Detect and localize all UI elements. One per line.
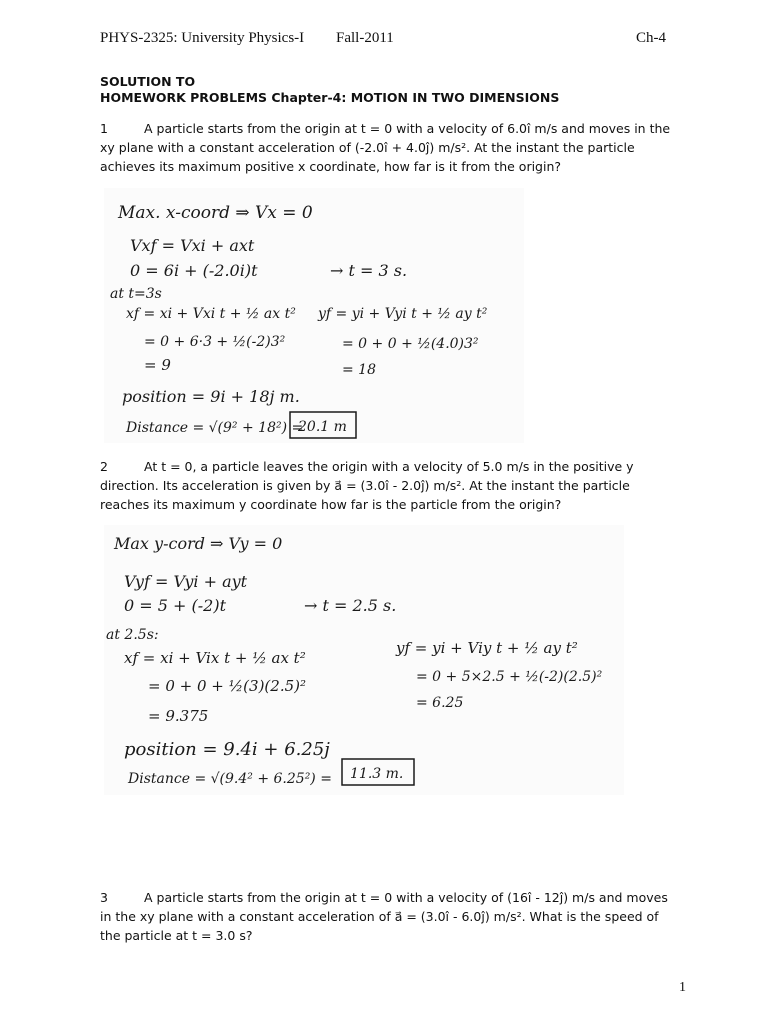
problem-3 xyxy=(100,888,680,945)
sol2-line-4: at 2.5s: xyxy=(106,627,159,643)
sol2-line-8: position = 9.4i + 6.25j xyxy=(124,739,330,760)
sol1-line-5b: yf = yi + Vyi t + ½ ay t² xyxy=(318,306,488,322)
sol1-line-9: Distance = √(9² + 18²) = xyxy=(126,420,304,436)
sol1-line-7b: = 18 xyxy=(342,362,376,378)
sol2-line-2: Vyf = Vyi + ayt xyxy=(124,572,248,591)
problem-2 xyxy=(100,457,680,514)
page-header xyxy=(100,30,666,50)
sol2-line-3b: → t = 2.5 s. xyxy=(304,596,397,615)
sol1-line-3b: → t = 3 s. xyxy=(330,261,408,280)
title-line-1: SOLUTION TO xyxy=(100,74,196,89)
sol2-line-1: Max y-cord ⇒ Vy = 0 xyxy=(114,534,283,553)
sol2-answer: 11.3 m. xyxy=(350,766,404,782)
sol1-line-8: position = 9i + 18j m. xyxy=(122,387,300,406)
sol1-line-6b: = 0 + 0 + ½(4.0)3² xyxy=(342,336,479,352)
problem-text: A particle starts from the origin at t = 0 with a velocity of (16î - 12ĵ) m/s and moves in the xy plane with a constant acceleration of a⃗ = (3.0î - 6.0ĵ) m/s². What is the speed of the particle at t = 3.0 s? xyxy=(100,890,668,943)
problem-text: A particle starts from the origin at t = 0 with a velocity of 6.0î m/s and moves in the xy plane with a constant acceleration of (-2.0î + 4.0ĵ) m/s². At the instant the particle achieves its maximum positive x coordinate, how far is it from the origin? xyxy=(100,121,671,174)
title-line-2: HOMEWORK PROBLEMS Chapter-4: MOTION IN TWO DIMENSIONS xyxy=(100,90,560,105)
sol1-line-2: Vxf = Vxi + axt xyxy=(130,236,255,255)
sol2-line-6b: = 0 + 5×2.5 + ½(-2)(2.5)² xyxy=(416,669,603,685)
sol1-line-3: 0 = 6i + (-2.0i)t xyxy=(130,261,258,280)
sol2-line-6: = 0 + 0 + ½(3)(2.5)² xyxy=(148,677,306,695)
sol1-line-5: xf = xi + Vxi t + ½ ax t² xyxy=(126,306,296,322)
handwritten-solution-2 xyxy=(104,525,624,795)
sol2-line-3: 0 = 5 + (-2)t xyxy=(124,596,227,615)
sol1-answer: 20.1 m xyxy=(298,419,347,435)
sol2-line-7: = 9.375 xyxy=(148,707,209,725)
sol1-line-6: = 0 + 6·3 + ½(-2)3² xyxy=(144,334,286,350)
sol1-line-1: Max. x-coord ⇒ Vx = 0 xyxy=(118,203,313,223)
problem-number: 3 xyxy=(100,890,108,905)
page-number: 1 xyxy=(679,980,686,995)
handwritten-solution-1 xyxy=(104,188,524,443)
problem-text: At t = 0, a particle leaves the origin with a velocity of 5.0 m/s in the positive y direction. Its acceleration is given by a⃗ = (3.0î - 2.0ĵ) m/s². At the instant the particle reaches its maximum y coordinate how far is the particle from the origin? xyxy=(100,459,634,512)
sol2-line-9: Distance = √(9.4² + 6.25²) = xyxy=(128,771,332,787)
sol2-line-5: xf = xi + Vix t + ½ ax t² xyxy=(124,649,306,667)
problem-number: 2 xyxy=(100,459,108,474)
problem-1 xyxy=(100,119,680,176)
sol1-line-7: = 9 xyxy=(144,356,171,374)
sol1-line-4: at t=3s xyxy=(110,286,162,302)
sol2-line-7b: = 6.25 xyxy=(416,695,464,711)
term: Fall-2011 xyxy=(336,30,394,46)
problem-number: 1 xyxy=(100,121,108,136)
sol2-line-5b: yf = yi + Viy t + ½ ay t² xyxy=(396,639,578,657)
document-title xyxy=(100,74,559,106)
course-name: PHYS-2325: University Physics-I xyxy=(100,30,305,46)
chapter-label: Ch-4 xyxy=(636,30,666,46)
